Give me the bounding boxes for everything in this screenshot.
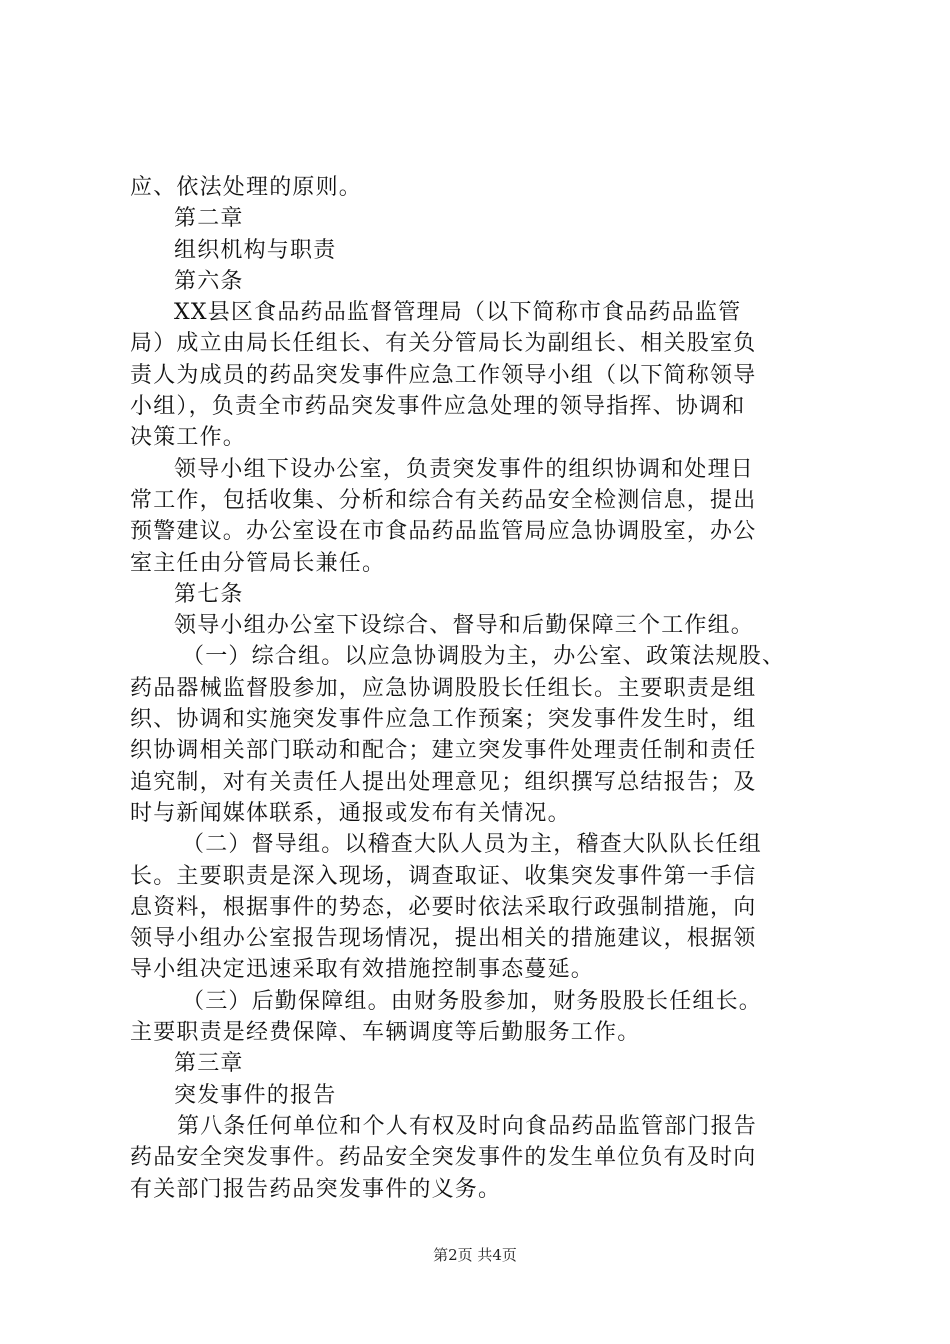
text-line: 长。主要职责是深入现场，调查取证、收集突发事件第一手信 (130, 863, 757, 889)
text-line: 责人为成员的药品突发事件应急工作领导小组（以下简称领导 (130, 362, 757, 388)
text-line: 领导小组办公室报告现场情况，提出相关的措施建议，根据领 (130, 926, 757, 952)
text-line: 有关部门报告药品突发事件的义务。 (130, 1176, 502, 1202)
text-line: 织、协调和实施突发事件应急工作预案；突发事件发生时，组 (130, 707, 757, 733)
text-line: 导小组决定迅速采取有效措施控制事态蔓延。 (130, 957, 595, 983)
text-line: 药品安全突发事件。药品安全突发事件的发生单位负有及时向 (130, 1145, 757, 1171)
text-line: 应、依法处理的原则。 (130, 175, 363, 200)
article-number: 第六条 (174, 268, 244, 294)
text-line: 局）成立由局长任组长、有关分管局长为副组长、相关股室负 (130, 331, 757, 357)
text-line: 常工作，包括收集、分析和综合有关药品安全检测信息，提出 (130, 487, 757, 513)
text-line: XX县区食品药品监督管理局（以下简称市食品药品监管 (174, 300, 742, 326)
text-line: （二）督导组。以稽查大队人员为主，稽查大队队长任组 (182, 832, 763, 858)
chapter-number: 第二章 (174, 206, 244, 232)
text-line: 领导小组办公室下设综合、督导和后勤保障三个工作组。 (174, 613, 755, 639)
text-line: 追究制，对有关责任人提出处理意见；组织撰写总结报告；及 (130, 769, 757, 795)
chapter-title: 组织机构与职责 (174, 237, 337, 263)
article-number: 第七条 (174, 581, 244, 607)
text-line: 决策工作。 (130, 425, 247, 451)
text-line: 预警建议。办公室设在市食品药品监管局应急协调股室，办公 (130, 519, 757, 545)
document-body (130, 172, 830, 1205)
text-line: 主要职责是经费保障、车辆调度等后勤服务工作。 (130, 1020, 641, 1046)
text-line: 第八条任何单位和个人有权及时向食品药品监管部门报告 (177, 1113, 758, 1139)
page-number-footer: 第2页 共4页 (433, 1246, 517, 1264)
text-line: 息资料，根据事件的势态，必要时依法采取行政强制措施，向 (130, 894, 757, 920)
text-line: （三）后勤保障组。由财务股参加，财务股股长任组长。 (182, 988, 763, 1014)
text-line: （一）综合组。以应急协调股为主，办公室、政策法规股、 (182, 644, 786, 670)
text-line: 药品器械监督股参加，应急协调股股长任组长。主要职责是组 (130, 675, 757, 701)
chapter-number: 第三章 (174, 1051, 244, 1077)
text-line: 时与新闻媒体联系，通报或发布有关情况。 (130, 800, 571, 826)
text-line: 室主任由分管局长兼任。 (130, 550, 386, 576)
text-line: 织协调相关部门联动和配合；建立突发事件处理责任制和责任 (130, 738, 757, 764)
text-line: 领导小组下设办公室，负责突发事件的组织协调和处理日 (174, 456, 755, 482)
text-line: 小组），负责全市药品突发事件应急处理的领导指挥、协调和 (130, 394, 746, 420)
chapter-title: 突发事件的报告 (174, 1082, 337, 1108)
